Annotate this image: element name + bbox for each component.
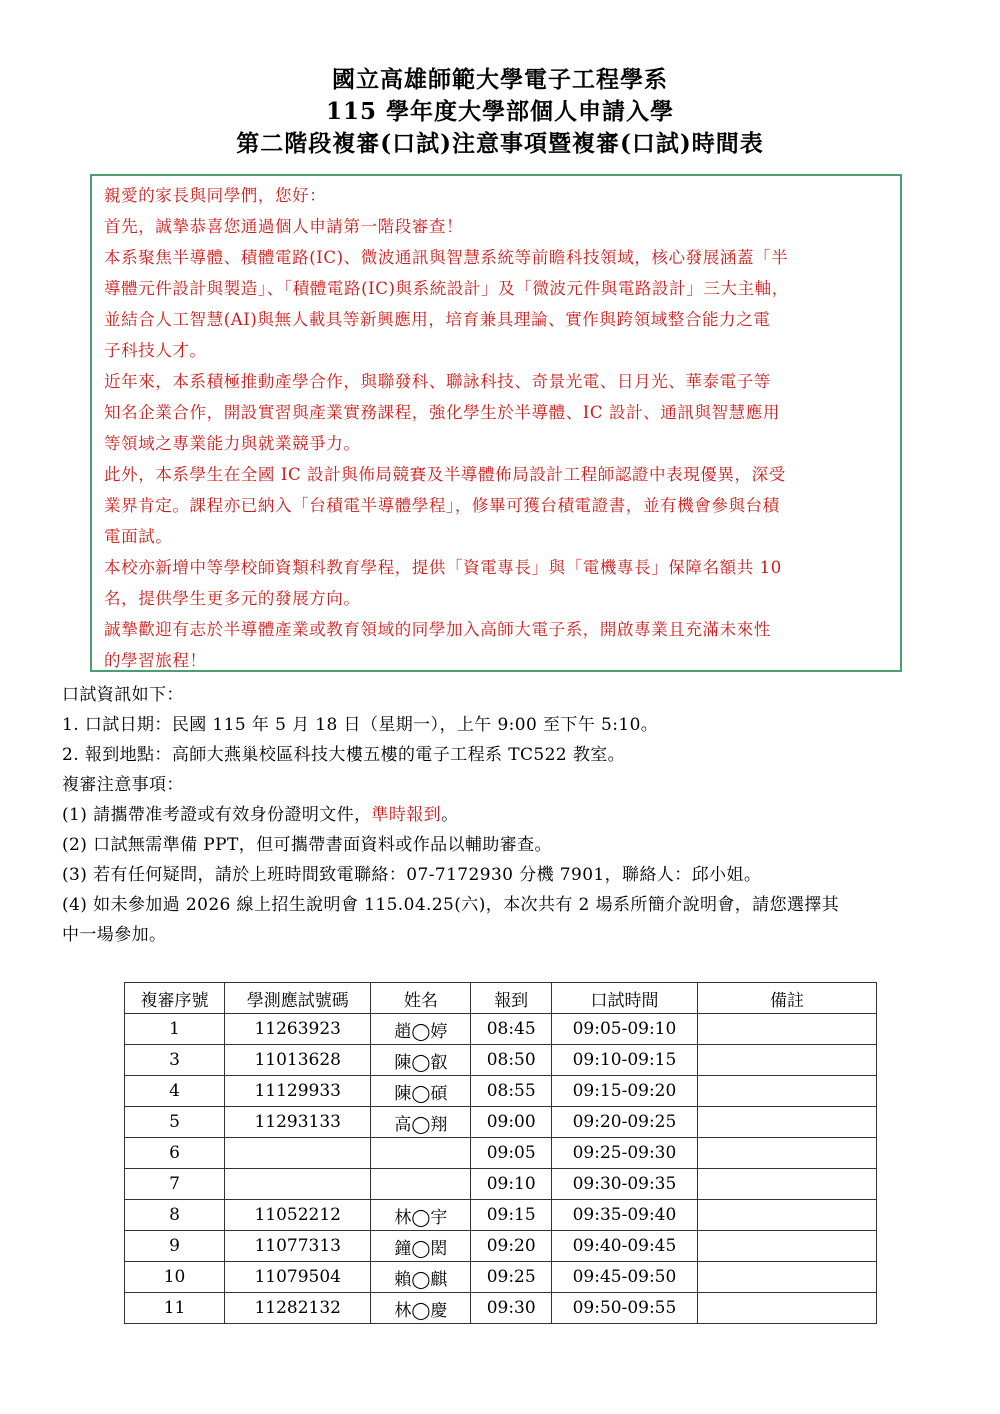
cell-check-in: 09:20 [471,1231,552,1262]
cell-remarks [697,1262,876,1293]
cell-exam-id: 11293133 [225,1107,371,1138]
cell-name [371,1138,471,1169]
cell-seq: 11 [125,1293,225,1324]
table-header-row [125,983,877,1014]
interview-schedule-table [124,982,877,1324]
note-4: (4) 如未參加過 2026 線上招生說明會 115.04.25(六)，本次共有 2 場系所簡介說明會，請您選擇其 [62,895,840,915]
cell-check-in: 09:30 [471,1293,552,1324]
cell-exam-id: 11282132 [225,1293,371,1324]
cell-seq: 4 [125,1076,225,1107]
header-remarks: 備註 [697,983,876,1014]
notice-line: 近年來，本系積極推動產學合作，與聯發科、聯詠科技、奇景光電、日月光、華泰電子等 [104,372,771,391]
notice-line: 並結合人工智慧(AI)與無人載具等新興應用，培育兼具理論、實作與跨領域整合能力之電 [104,310,771,329]
cell-interview-time: 09:35-09:40 [552,1200,698,1231]
cell-remarks [697,1107,876,1138]
cell-name: 陳◯碩 [371,1076,471,1107]
cell-check-in: 09:05 [471,1138,552,1169]
notice-line: 導體元件設計與製造」、「積體電路(IC)與系統設計」及「微波元件與電路設計」三大主軸， [104,279,789,298]
header-check-in: 報到 [471,983,552,1014]
cell-exam-id: 11079504 [225,1262,371,1293]
cell-check-in: 09:25 [471,1262,552,1293]
header-interview-time: 口試時間 [552,983,698,1014]
notice-line: 的學習旅程！ [104,651,207,670]
cell-exam-id: 11077313 [225,1231,371,1262]
cell-check-in: 09:10 [471,1169,552,1200]
header-seq: 複審序號 [125,983,225,1014]
cell-interview-time: 09:25-09:30 [552,1138,698,1169]
cell-seq: 10 [125,1262,225,1293]
note-1-highlight: 準時報到 [371,805,442,825]
table-row [125,1231,877,1262]
cell-remarks [697,1169,876,1200]
note-4-continued: 中一場參加。 [62,925,167,945]
title-line-1: 國立高雄師範大學電子工程學系 [332,66,668,93]
header-exam-id: 學測應試號碼 [225,983,371,1014]
cell-check-in: 08:55 [471,1076,552,1107]
cell-name: 賴◯麒 [371,1262,471,1293]
cell-remarks [697,1076,876,1107]
table-row [125,1169,877,1200]
cell-check-in: 09:15 [471,1200,552,1231]
cell-interview-time: 09:30-09:35 [552,1169,698,1200]
note-3: (3) 若有任何疑問，請於上班時間致電聯絡：07-7172930 分機 7901，聯絡人：邱小姐。 [62,865,762,885]
table-row [125,1293,877,1324]
notes-heading: 複審注意事項： [62,775,184,795]
document-title [0,64,1000,160]
cell-seq: 1 [125,1014,225,1045]
cell-remarks [697,1200,876,1231]
notice-line: 電面試。 [104,527,173,546]
table-body [125,1014,877,1324]
cell-check-in: 09:00 [471,1107,552,1138]
cell-check-in: 08:50 [471,1045,552,1076]
cell-exam-id [225,1138,371,1169]
cell-seq: 5 [125,1107,225,1138]
cell-remarks [697,1293,876,1324]
cell-remarks [697,1045,876,1076]
notice-line: 首先，誠摯恭喜您通過個人申請第一階段審查！ [104,217,464,236]
notice-line: 業界肯定。課程亦已納入「台積電半導體學程」，修畢可獲台積電證書，並有機會參與台積 [104,496,780,515]
table-row [125,1076,877,1107]
table-row [125,1200,877,1231]
notice-line: 等領域之專業能力與就業競爭力。 [104,434,361,453]
title-line-3: 第二階段複審(口試)注意事項暨複審(口試)時間表 [236,130,764,157]
cell-seq: 7 [125,1169,225,1200]
table-row [125,1045,877,1076]
notice-line: 名，提供學生更多元的發展方向。 [104,589,361,608]
notice-line: 子科技人才。 [104,341,207,360]
cell-seq: 6 [125,1138,225,1169]
cell-name: 趙◯婷 [371,1014,471,1045]
cell-exam-id: 11052212 [225,1200,371,1231]
header-name: 姓名 [371,983,471,1014]
cell-name: 鐘◯閎 [371,1231,471,1262]
cell-remarks [697,1138,876,1169]
cell-name: 陳◯叡 [371,1045,471,1076]
cell-exam-id: 11129933 [225,1076,371,1107]
title-line-2: 115 學年度大學部個人申請入學 [325,98,675,125]
cell-name [371,1169,471,1200]
note-1-end: 。 [441,805,459,825]
interview-info [62,680,942,950]
cell-exam-id [225,1169,371,1200]
interview-location: 2. 報到地點：高師大燕巢校區科技大樓五樓的電子工程系 TC522 教室。 [62,745,626,765]
cell-interview-time: 09:20-09:25 [552,1107,698,1138]
table-row [125,1138,877,1169]
table-row [125,1014,877,1045]
cell-seq: 8 [125,1200,225,1231]
welcome-notice-box [90,174,902,672]
cell-remarks [697,1014,876,1045]
cell-check-in: 08:45 [471,1014,552,1045]
cell-interview-time: 09:50-09:55 [552,1293,698,1324]
notice-line: 知名企業合作，開設實習與產業實務課程，強化學生於半導體、IC 設計、通訊與智慧應用 [104,403,780,422]
cell-exam-id: 11013628 [225,1045,371,1076]
cell-exam-id: 11263923 [225,1014,371,1045]
note-2: (2) 口試無需準備 PPT，但可攜帶書面資料或作品以輔助審查。 [62,835,552,855]
cell-interview-time: 09:05-09:10 [552,1014,698,1045]
cell-interview-time: 09:45-09:50 [552,1262,698,1293]
note-1-text: (1) 請攜帶准考證或有效身份證明文件， [62,805,372,825]
notice-line: 本校亦新增中等學校師資類科教育學程，提供「資電專長」與「電機專長」保障名額共 10 [104,558,782,577]
cell-interview-time: 09:15-09:20 [552,1076,698,1107]
interview-date: 1. 口試日期：民國 115 年 5 月 18 日（星期一），上午 9:00 至下午 5:10。 [62,715,659,735]
notice-line: 誠摯歡迎有志於半導體產業或教育領域的同學加入高師大電子系，開啟專業且充滿未來性 [104,620,771,639]
notice-line: 本系聚焦半導體、積體電路(IC)、微波通訊與智慧系統等前瞻科技領域，核心發展涵蓋「半 [104,248,789,267]
cell-interview-time: 09:10-09:15 [552,1045,698,1076]
cell-interview-time: 09:40-09:45 [552,1231,698,1262]
cell-name: 高◯翔 [371,1107,471,1138]
notice-line: 此外，本系學生在全國 IC 設計與佈局競賽及半導體佈局設計工程師認證中表現優異，深受 [104,465,786,484]
cell-name: 林◯宇 [371,1200,471,1231]
note-1 [62,800,942,830]
notice-line: 親愛的家長與同學們，您好： [104,186,327,205]
cell-seq: 3 [125,1045,225,1076]
table-row [125,1107,877,1138]
cell-remarks [697,1231,876,1262]
info-heading: 口試資訊如下： [62,685,184,705]
cell-name: 林◯慶 [371,1293,471,1324]
table-row [125,1262,877,1293]
cell-seq: 9 [125,1231,225,1262]
